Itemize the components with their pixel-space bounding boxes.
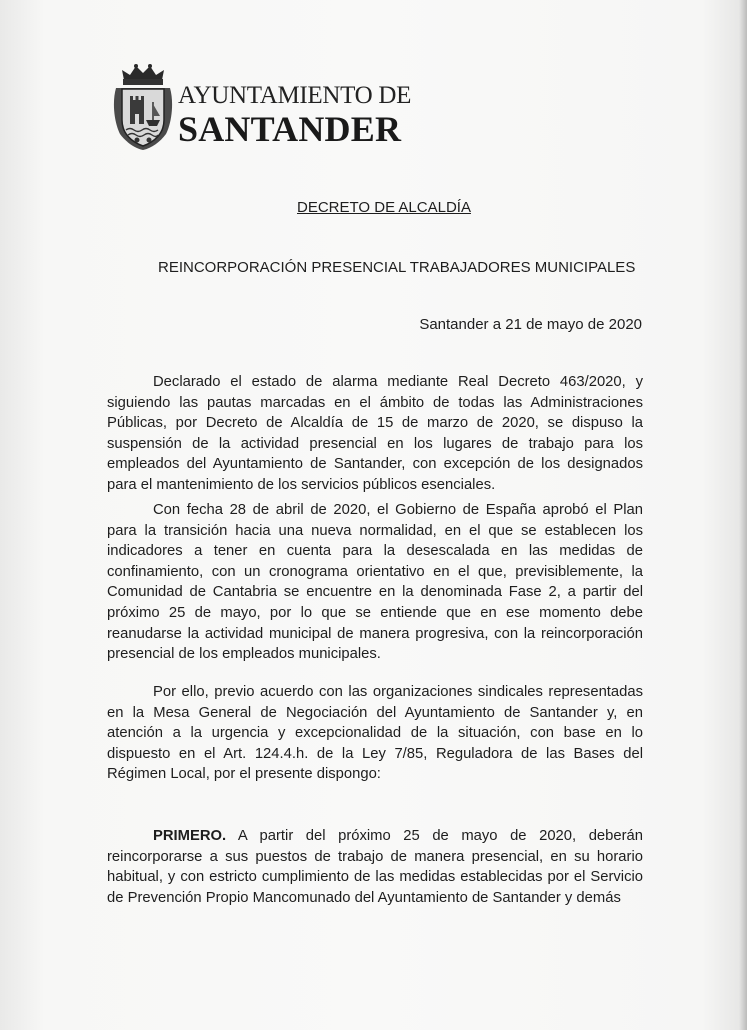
org-name-line2: SANTANDER — [178, 109, 402, 149]
paragraph-2 — [107, 500, 643, 665]
paragraph-4 — [107, 826, 643, 908]
date-line: Santander a 21 de mayo de 2020 — [419, 316, 642, 333]
paragraph-4-text: A partir del próximo 25 de mayo de 2020, deberán reincorporarse a sus puestos de trabajo de manera presencial, en su horario habitual, y con estricto cumplimiento de las medidas establecidas por el Servicio de Prevención Propio Mancomunado del Ayuntamiento de Santander y demás — [107, 828, 643, 906]
paragraph-3 — [107, 682, 643, 785]
coat-of-arms-icon — [112, 62, 174, 152]
paragraph-3-text: Por ello, previo acuerdo con las organizaciones sindicales representadas en la Mesa General de Negociación del Ayuntamiento de Santander y, en atención a la urgencia y excepcionalidad de la situación, con base en lo dispuesto en el Art. 124.4.h. de la Ley 7/85, Reguladora de las Bases del Régimen Local, por el presente dispongo: — [107, 684, 643, 783]
document-type: DECRETO DE ALCALDÍA — [297, 199, 471, 216]
paragraph-4-lead: PRIMERO. — [153, 828, 227, 844]
letterhead-logo — [112, 62, 412, 158]
org-name-line1: AYUNTAMIENTO DE — [178, 82, 412, 109]
paragraph-2-text: Con fecha 28 de abril de 2020, el Gobierno de España aprobó el Plan para la transición hacia una nueva normalidad, en el que se establecen los indicadores a tener en cuenta para la desescalada en las medidas de confinamiento, con un cronograma orientativo en el que, previsiblemente, la Comunidad de Cantabria se encuentre en la denominada Fase 2, a partir del próximo 25 de mayo, por lo que se entiende que en ese momento debe reanudarse la actividad municipal de manera progresiva, con la reincorporación presencial de los empleados municipales. — [107, 502, 643, 663]
paragraph-1-text: Declarado el estado de alarma mediante Real Decreto 463/2020, y siguiendo las pautas marcadas en el ámbito de todas las Administraciones Públicas, por Decreto de Alcaldía de 15 de marzo de 2020, se dispuso la suspensión de la actividad presencial en los lugares de trabajo para los empleados del Ayuntamiento de Santander, con excepción de los designados para el mantenimiento de los servicios públicos esenciales. — [107, 374, 643, 493]
document-title: REINCORPORACIÓN PRESENCIAL TRABAJADORES MUNICIPALES — [158, 259, 636, 276]
paragraph-1 — [107, 372, 643, 496]
